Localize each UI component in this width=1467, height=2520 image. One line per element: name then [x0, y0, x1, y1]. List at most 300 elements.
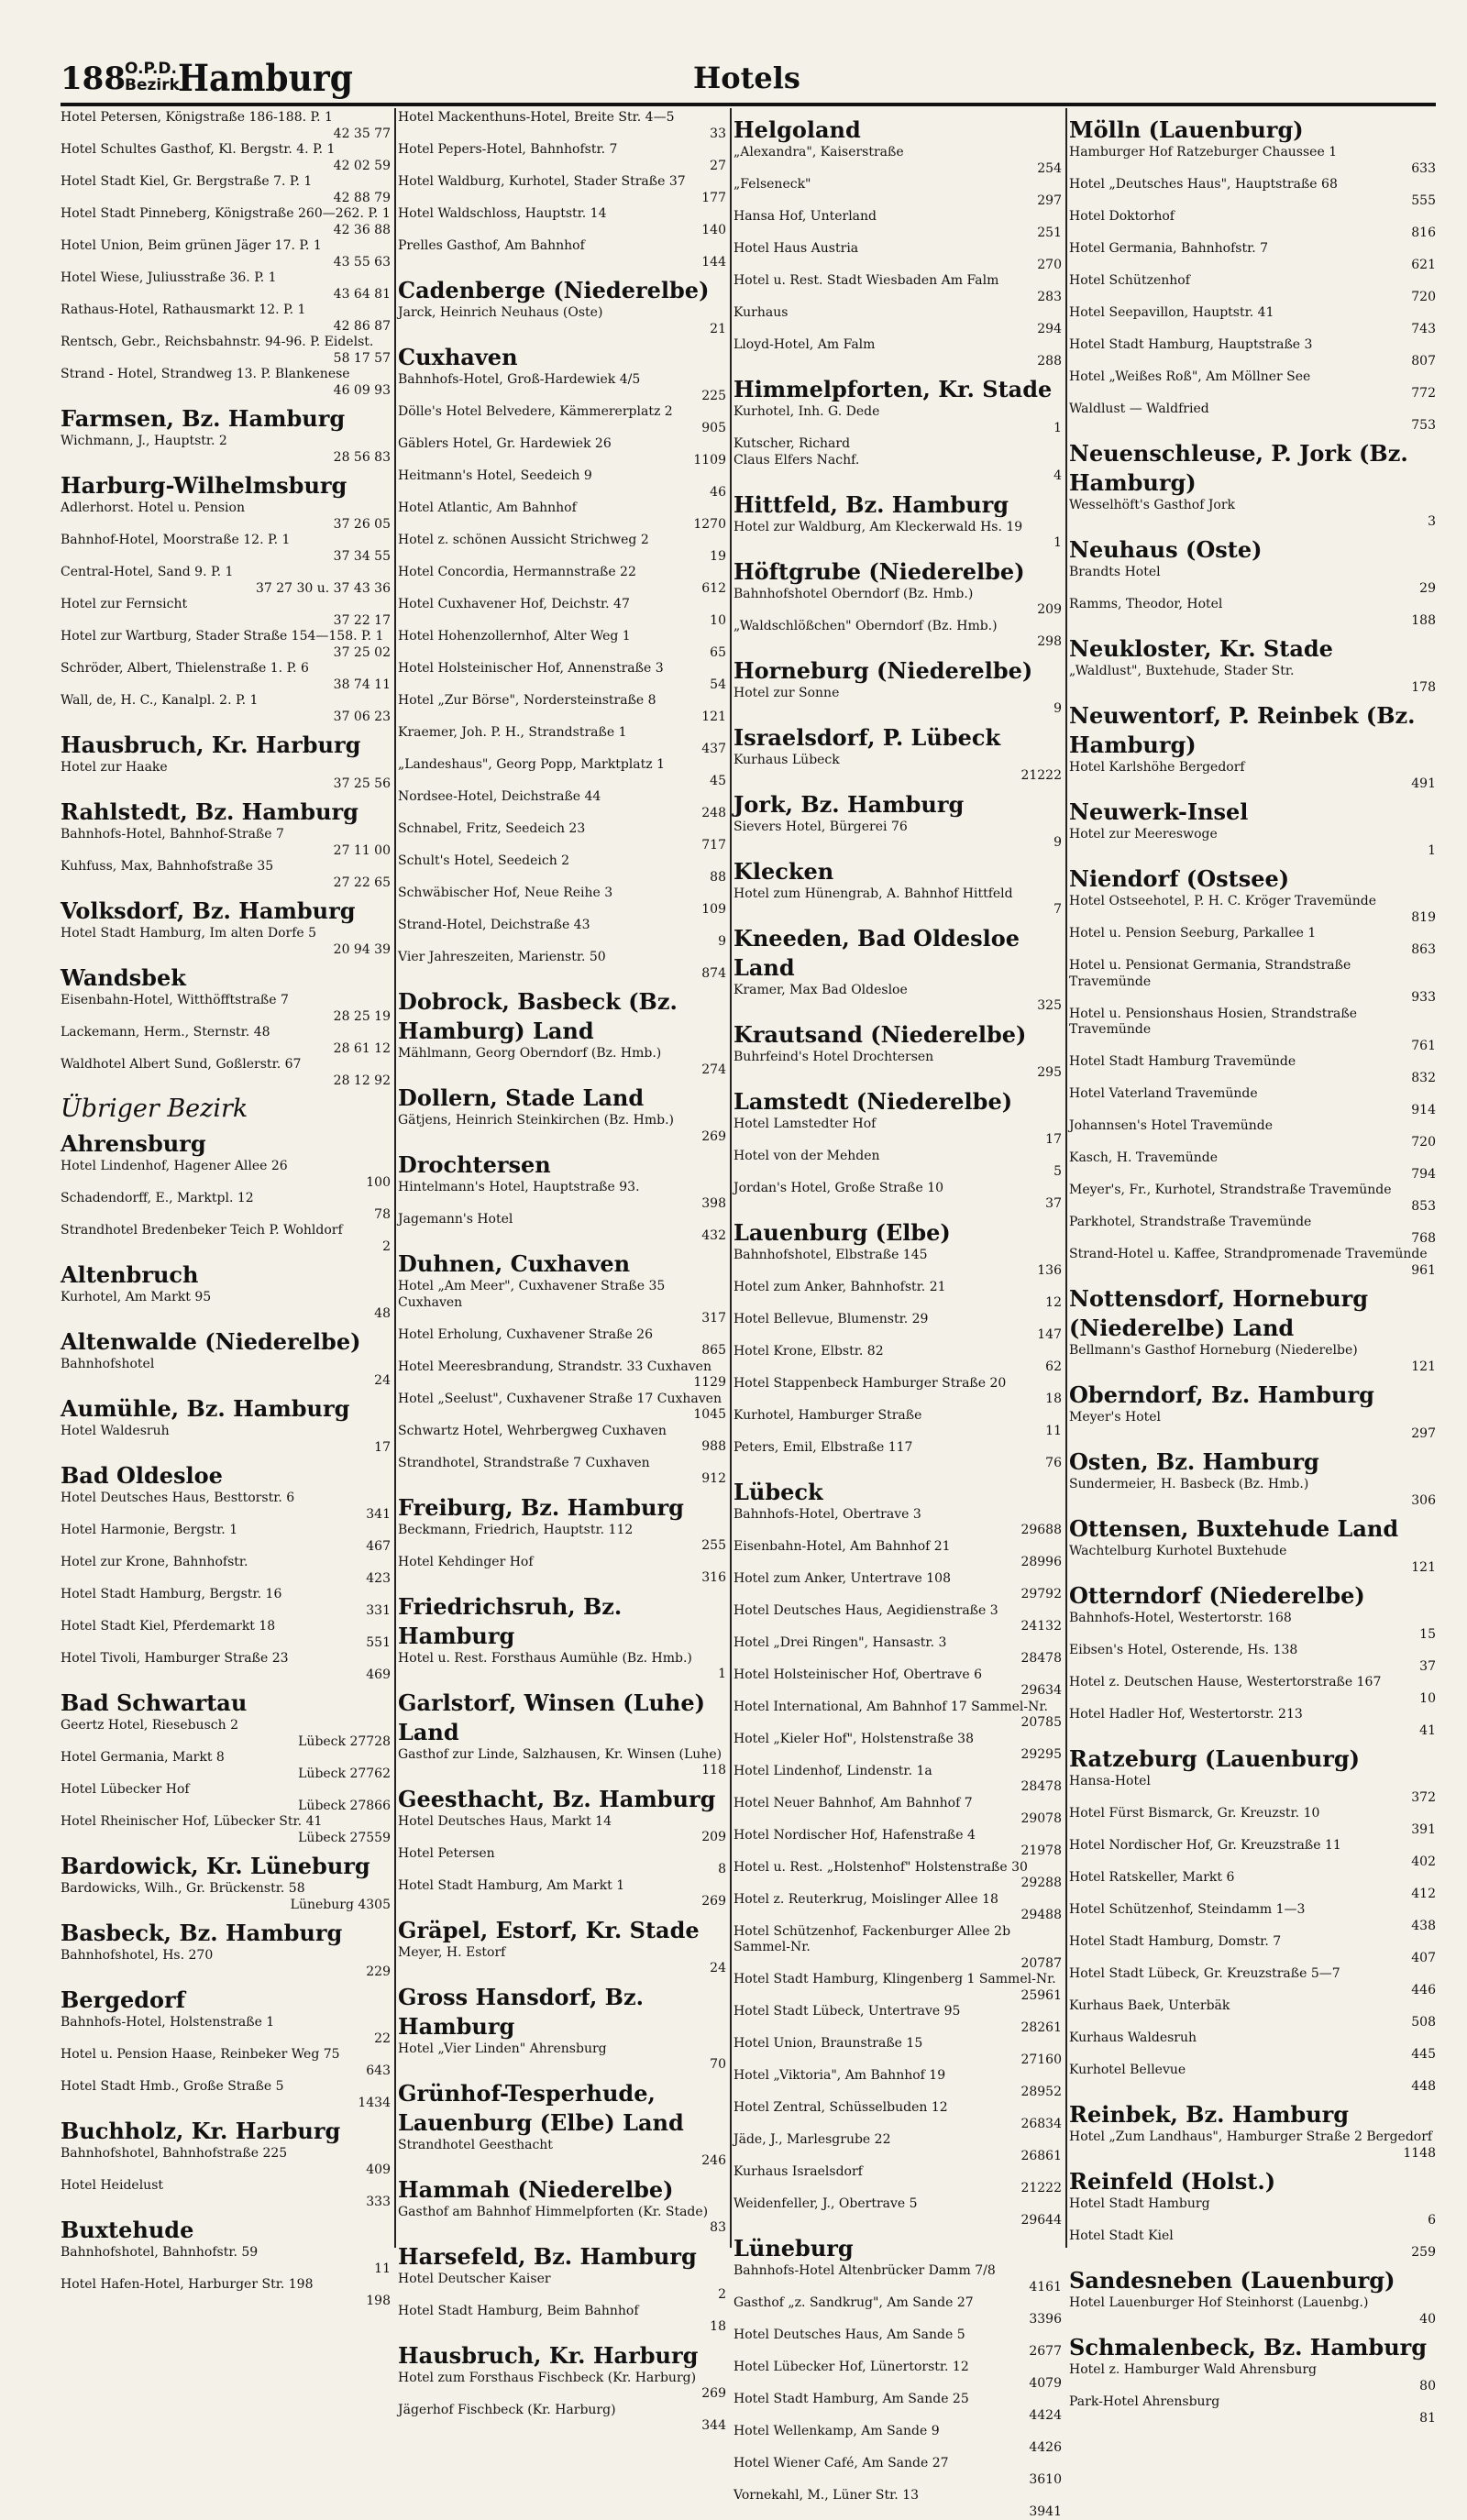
- phone-number: 29634: [734, 1683, 1062, 1700]
- hotel-name: Schröder, Albert, Thielenstraße 1. P. 6: [61, 661, 391, 677]
- hotel-entry: [1069, 145, 1436, 177]
- hotel-name: Bahnhofs-Hotel, Holstenstraße 1: [61, 2015, 391, 2031]
- hotel-name: Kasch, H. Travemünde: [1069, 1150, 1436, 1167]
- place-block: [734, 1218, 1062, 1472]
- hotel-name: Gätjens, Heinrich Steinkirchen (Bz. Hmb.): [398, 1113, 726, 1129]
- hotel-name: Bahnhofs-Hotel, Westertorstr. 168: [1069, 1611, 1436, 1627]
- hotel-name: Schult's Hotel, Seedeich 2: [398, 853, 726, 870]
- place-heading: Lamstedt (Niederelbe): [734, 1087, 1062, 1117]
- section-title: Hotels: [693, 61, 800, 95]
- phone-number: 7: [734, 902, 1062, 919]
- hotel-name: Hotel u. Pension Seeburg, Parkallee 1: [1069, 926, 1436, 942]
- hotel-name: Waldhotel Albert Sund, Goßlerstr. 67: [61, 1057, 391, 1073]
- hotel-entry: [734, 436, 1062, 453]
- district-label: [125, 61, 180, 94]
- place-heading: Hammah (Niederelbe): [398, 2175, 726, 2205]
- phone-number: 29: [1069, 581, 1436, 598]
- phone-number: 372: [1069, 1790, 1436, 1807]
- phone-number: 254: [734, 161, 1062, 178]
- hotel-entry: [1069, 2129, 1436, 2162]
- phone-number: 11: [734, 1424, 1062, 1440]
- hotel-entry: [734, 1667, 1062, 1700]
- phone-number: 863: [1069, 942, 1436, 959]
- hotel-name: Johannsen's Hotel Travemünde: [1069, 1118, 1436, 1135]
- hotel-name: Gäblers Hotel, Gr. Hardewiek 26: [398, 436, 726, 453]
- hotel-name: Strand-Hotel, Deichstraße 43: [398, 918, 726, 934]
- phone-number: 12: [734, 1295, 1062, 1312]
- hotel-entry: [1069, 2394, 1436, 2426]
- place-block: [61, 1919, 391, 1980]
- hotel-entry: [398, 1846, 726, 1878]
- hotel-name: Hotel Stadt Hamburg: [1069, 2196, 1436, 2213]
- phone-number: 1045: [398, 1407, 726, 1424]
- hotel-name: Hotel zum Anker, Untertrave 108: [734, 1571, 1062, 1588]
- hotel-entry: [1069, 1054, 1436, 1086]
- hotel-entry: [734, 1440, 1062, 1472]
- phone-number: 40: [1069, 2312, 1436, 2328]
- hotel-name: Hotel zur Waldburg, Am Kleckerwald Hs. 19: [734, 520, 1062, 536]
- phone-number: 37 25 02: [61, 645, 391, 662]
- hotel-entry: [734, 1972, 1062, 2004]
- hotel-entry: [1069, 1966, 1436, 1998]
- hotel-name: Hotel Holsteinischer Hof, Annenstraße 3: [398, 661, 726, 677]
- hotel-name: Gasthof am Bahnhof Himmelpforten (Kr. Stade): [398, 2205, 726, 2221]
- place-heading: Drochtersen: [398, 1150, 726, 1180]
- hotel-entry: [61, 2146, 391, 2178]
- hotel-name: Hotel Stadt Hmb., Große Straße 5: [61, 2079, 391, 2096]
- hotel-entry: [1069, 1007, 1436, 1055]
- hotel-name: Sundermeier, H. Basbeck (Bz. Hmb.): [1069, 1477, 1436, 1493]
- hotel-entry: [61, 174, 391, 206]
- phone-number: 717: [398, 838, 726, 854]
- phone-number: 27160: [734, 2052, 1062, 2069]
- place-heading: Wandsbek: [61, 963, 391, 993]
- place-heading: Bad Oldesloe: [61, 1461, 391, 1491]
- phone-number: 28 56 83: [61, 450, 391, 467]
- phone-number: 612: [398, 581, 726, 598]
- phone-number: 81: [1069, 2411, 1436, 2427]
- hotel-entry: [734, 753, 1062, 785]
- place-heading: Aumühle, Bz. Hamburg: [61, 1394, 391, 1424]
- hotel-name: Hotel Cuxhavener Hof, Deichstr. 47: [398, 597, 726, 613]
- hotel-entry: [398, 110, 726, 142]
- hotel-entry: [398, 501, 726, 533]
- hotel-entry: [1069, 1215, 1436, 1247]
- hotel-name: Gasthof „z. Sandkrug", Am Sande 27: [734, 2295, 1062, 2312]
- place-heading: Ottensen, Buxtehude Land: [1069, 1514, 1436, 1544]
- phone-number: 988: [398, 1439, 726, 1456]
- hotel-name: Hotel Tivoli, Hamburger Straße 23: [61, 1651, 391, 1667]
- place-heading: Rahlstedt, Bz. Hamburg: [61, 798, 391, 827]
- phone-number: 21222: [734, 768, 1062, 785]
- hotel-entry: [61, 110, 391, 142]
- hotel-name: Wachtelburg Kurhotel Buxtehude: [1069, 1544, 1436, 1560]
- phone-number: 294: [734, 322, 1062, 338]
- phone-number: 28 61 12: [61, 1041, 391, 1058]
- place-block: [398, 1983, 726, 2074]
- phone-number: 45: [398, 774, 726, 790]
- phone-number: 24132: [734, 1619, 1062, 1635]
- hotel-name: Weidenfeller, J., Obertrave 5: [734, 2196, 1062, 2213]
- place-block: [398, 2341, 726, 2435]
- place-heading: Volksdorf, Bz. Hamburg: [61, 897, 391, 926]
- hotel-entry: [61, 1814, 391, 1846]
- place-block: [61, 1095, 391, 1124]
- phone-number: 10: [1069, 1691, 1436, 1708]
- hotel-entry: [1069, 827, 1436, 859]
- place-heading: Otterndorf (Niederelbe): [1069, 1581, 1436, 1611]
- hotel-name: Kurhaus Waldesruh: [1069, 2030, 1436, 2047]
- hotel-entry: [734, 2263, 1062, 2295]
- hotel-name: Hotel Waldesruh: [61, 1424, 391, 1440]
- phone-number: 188: [1069, 613, 1436, 630]
- opd-label: O.P.D.: [125, 60, 177, 78]
- phone-number: 3941: [734, 2504, 1062, 2520]
- phone-number: 832: [1069, 1071, 1436, 1087]
- place-block: [1069, 116, 1436, 434]
- phone-number: 398: [398, 1196, 726, 1213]
- hotel-entry: [734, 1280, 1062, 1312]
- hotel-name: „Waldlust", Buxtehude, Stader Str.: [1069, 664, 1436, 680]
- phone-number: 1: [734, 535, 1062, 552]
- place-block: [398, 1249, 726, 1488]
- phone-number: 43 64 81: [61, 287, 391, 303]
- place-heading: Oberndorf, Bz. Hamburg: [1069, 1381, 1436, 1410]
- phone-number: 29488: [734, 1908, 1062, 1924]
- phone-number: 37: [734, 1196, 1062, 1213]
- hotel-name: Hotel „Zum Landhaus", Hamburger Straße 2 Bergedorf: [1069, 2129, 1436, 2146]
- hotel-name: Kurhaus Lübeck: [734, 753, 1062, 769]
- hotel-name: Hotel z. Hamburger Wald Ahrensburg: [1069, 2362, 1436, 2379]
- hotel-name: Gasthof zur Linde, Salzhausen, Kr. Winsen (Luhe): [398, 1747, 726, 1764]
- hotel-entry: [1069, 369, 1436, 402]
- hotel-entry: [61, 1290, 391, 1322]
- hotel-entry: [1069, 1343, 1436, 1375]
- place-heading: Ahrensburg: [61, 1129, 391, 1159]
- hotel-entry: [734, 1892, 1062, 1924]
- phone-number: 62: [734, 1359, 1062, 1376]
- hotel-entry: [1069, 2295, 1436, 2327]
- phone-number: 295: [734, 1065, 1062, 1082]
- place-heading: Osten, Bz. Hamburg: [1069, 1447, 1436, 1477]
- phone-number: 248: [398, 806, 726, 822]
- hotel-name: Kurhaus: [734, 305, 1062, 322]
- hotel-entry: [61, 926, 391, 958]
- place-heading: Lübeck: [734, 1478, 1062, 1507]
- phone-number: 3: [1069, 514, 1436, 531]
- phone-number: 46: [398, 485, 726, 501]
- hotel-entry: [398, 1747, 726, 1779]
- hotel-entry: [61, 1619, 391, 1651]
- hotel-entry: [61, 2015, 391, 2047]
- hotel-name: Kramer, Max Bad Oldesloe: [734, 983, 1062, 999]
- phone-number: 297: [1069, 1426, 1436, 1443]
- phone-number: 147: [734, 1327, 1062, 1344]
- phone-number: 37 26 05: [61, 517, 391, 534]
- hotel-name: Hotel Deutscher Kaiser: [398, 2272, 726, 2288]
- phone-number: 1: [398, 1667, 726, 1683]
- phone-number: 24: [398, 1961, 726, 1977]
- place-heading: Harsefeld, Bz. Hamburg: [398, 2242, 726, 2272]
- place-heading: Dobrock, Basbeck (Bz. Hamburg) Land: [398, 987, 726, 1046]
- hotel-name: Kutscher, Richard: [734, 436, 1062, 453]
- hotel-entry: [1069, 1477, 1436, 1509]
- hotel-entry: [734, 1603, 1062, 1635]
- place-heading: Buxtehude: [61, 2216, 391, 2245]
- hotel-name: Hotel Schützenhof, Fackenburger Allee 2b Sammel-Nr.: [734, 1924, 1062, 1956]
- phone-number: 28478: [734, 1779, 1062, 1796]
- place-heading: Dollern, Stade Land: [398, 1084, 726, 1113]
- hotel-name: Brandts Hotel: [1069, 565, 1436, 581]
- phone-number: 853: [1069, 1199, 1436, 1216]
- place-heading: Hausbruch, Kr. Harburg: [61, 731, 391, 760]
- phone-number: 555: [1069, 193, 1436, 210]
- phone-number: 9: [734, 701, 1062, 718]
- hotel-name: Hotel Ratskeller, Markt 6: [1069, 1870, 1436, 1887]
- phone-number: 1: [1069, 843, 1436, 860]
- place-heading: Cuxhaven: [398, 343, 726, 372]
- hotel-entry: [398, 142, 726, 174]
- phone-number: 65: [398, 645, 726, 662]
- hotel-name: Meyer's, Fr., Kurhotel, Strandstraße Travemünde: [1069, 1183, 1436, 1199]
- hotel-name: Hotel u. Rest. Forsthaus Aumühle (Bz. Hmb.): [398, 1651, 726, 1667]
- hotel-name: Rathaus-Hotel, Rathausmarkt 12. P. 1: [61, 303, 391, 319]
- phone-number: 21222: [734, 2181, 1062, 2197]
- place-block: [61, 1394, 391, 1456]
- page-header: [61, 57, 1436, 103]
- hotel-name: Hotel z. Deutschen Hause, Westertorstraße 167: [1069, 1675, 1436, 1691]
- hotel-entry: [61, 693, 391, 725]
- hotel-name: Jordan's Hotel, Große Straße 10: [734, 1181, 1062, 1197]
- phone-number: 83: [398, 2220, 726, 2237]
- hotel-entry: [734, 1828, 1062, 1860]
- phone-number: 341: [61, 1507, 391, 1524]
- place-block: [734, 924, 1062, 1015]
- place-heading: Neuenschleuse, P. Jork (Bz. Hamburg): [1069, 439, 1436, 498]
- hotel-name: Hotel Zentral, Schüsselbuden 12: [734, 2100, 1062, 2117]
- phone-number: 269: [398, 1129, 726, 1146]
- phone-number: 720: [1069, 1135, 1436, 1151]
- hotel-entry: [1069, 1838, 1436, 1870]
- phone-number: 121: [1069, 1359, 1436, 1376]
- phone-number: 2: [61, 1239, 391, 1256]
- hotel-entry: [734, 209, 1062, 241]
- phone-number: 17: [734, 1132, 1062, 1149]
- hotel-name: Hotel Stadt Hamburg, Domstr. 7: [1069, 1934, 1436, 1951]
- place-block: [1069, 798, 1436, 859]
- hotel-name: Hotel Hafen-Hotel, Harburger Str. 198: [61, 2277, 391, 2294]
- hotel-name: Hotel Deutsches Haus, Am Sande 5: [734, 2327, 1062, 2344]
- place-block: [734, 857, 1062, 919]
- hotel-entry: [398, 468, 726, 501]
- hotel-entry: [61, 1523, 391, 1555]
- hotel-name: Hotel Petersen: [398, 1846, 726, 1863]
- hotel-entry: [398, 918, 726, 950]
- place-block: [398, 1150, 726, 1244]
- place-block: [398, 1592, 726, 1683]
- hotel-entry: [398, 1180, 726, 1212]
- phone-number: 772: [1069, 386, 1436, 402]
- phone-number: 407: [1069, 1951, 1436, 1967]
- hotel-name: Hotel „Drei Ringen", Hansastr. 3: [734, 1635, 1062, 1652]
- hotel-entry: [734, 2068, 1062, 2100]
- place-heading: Hittfeld, Bz. Hamburg: [734, 490, 1062, 520]
- hotel-name: Wichmann, J., Hauptstr. 2: [61, 434, 391, 450]
- listing-column-4: [1069, 110, 1436, 2246]
- place-heading: Niendorf (Ostsee): [1069, 864, 1436, 894]
- hotel-entry: [734, 1539, 1062, 1571]
- hotel-name: Waldlust — Waldfried: [1069, 402, 1436, 418]
- hotel-entry: [398, 1279, 726, 1327]
- phone-number: 20785: [734, 1715, 1062, 1732]
- place-block: [734, 2234, 1062, 2520]
- hotel-entry: [398, 725, 726, 757]
- place-block: [1069, 1514, 1436, 1576]
- phone-number: 412: [1069, 1887, 1436, 1903]
- hotel-entry: [1069, 1086, 1436, 1118]
- hotel-name: Strandhotel Geesthacht: [398, 2138, 726, 2154]
- hotel-name: Hotel „Vier Linden" Ahrensburg: [398, 2041, 726, 2058]
- phone-number: 2: [398, 2287, 726, 2304]
- place-heading: Farmsen, Bz. Hamburg: [61, 404, 391, 434]
- hotel-entry: [398, 693, 726, 725]
- listing-column-1: [61, 110, 391, 2246]
- phone-number: 70: [398, 2057, 726, 2074]
- phone-number: 6: [1069, 2213, 1436, 2229]
- place-block: [61, 2117, 391, 2210]
- place-block: [1069, 864, 1436, 1279]
- hotel-entry: [1069, 565, 1436, 597]
- hotel-name: Bahnhofs-Hotel Altenbrücker Damm 7/8: [734, 2263, 1062, 2280]
- place-block: [398, 1689, 726, 1779]
- phone-number: 391: [1069, 1822, 1436, 1839]
- hotel-name: Hotel Stadt Hamburg Travemünde: [1069, 1054, 1436, 1071]
- hotel-entry: [398, 436, 726, 468]
- hotel-entry: [398, 1212, 726, 1244]
- hotel-entry: [398, 1945, 726, 1977]
- hotel-entry: [734, 305, 1062, 337]
- hotel-entry: [61, 661, 391, 693]
- place-block: [61, 1852, 391, 1913]
- phone-number: 24: [61, 1373, 391, 1390]
- phone-number: 4161: [734, 2280, 1062, 2296]
- hotel-name: Rentsch, Gebr., Reichsbahnstr. 94-96. P. Eidelst.: [61, 335, 391, 351]
- place-heading: Freiburg, Bz. Hamburg: [398, 1493, 726, 1523]
- phone-number: 467: [61, 1539, 391, 1556]
- hotel-name: Hotel Schultes Gasthof, Kl. Bergstr. 4. P. 1: [61, 142, 391, 159]
- phone-number: 865: [398, 1343, 726, 1359]
- hotel-entry: [61, 1491, 391, 1523]
- phone-number: 283: [734, 290, 1062, 306]
- hotel-name: Hotel Lübecker Hof, Lünertorstr. 12: [734, 2360, 1062, 2376]
- hotel-entry: [398, 629, 726, 661]
- hotel-entry: [1069, 1870, 1436, 1902]
- place-heading: Himmelpforten, Kr. Stade: [734, 375, 1062, 404]
- phone-number: 551: [61, 1635, 391, 1652]
- phone-number: 38 74 11: [61, 677, 391, 694]
- phone-number: 270: [734, 258, 1062, 274]
- hotel-name: Schwartz Hotel, Wehrbergweg Cuxhaven: [398, 1424, 726, 1440]
- place-block: [61, 798, 391, 891]
- hotel-entry: [398, 1327, 726, 1359]
- hotel-entry: [734, 886, 1062, 919]
- hotel-entry: [61, 206, 391, 238]
- phone-number: 807: [1069, 354, 1436, 370]
- place-block: [398, 2175, 726, 2237]
- hotel-entry: [734, 587, 1062, 619]
- hotel-name: Ramms, Theodor, Hotel: [1069, 597, 1436, 613]
- hotel-name: Hotel Meeresbrandung, Strandstr. 33 Cuxhaven: [398, 1359, 726, 1376]
- place-heading: Neuwerk-Insel: [1069, 798, 1436, 827]
- phone-number: 41: [1069, 1723, 1436, 1740]
- hotel-entry: [398, 2403, 726, 2435]
- phone-number: 297: [734, 193, 1062, 210]
- place-block: [398, 276, 726, 337]
- phone-number: 118: [398, 1763, 726, 1779]
- place-block: [734, 790, 1062, 852]
- place-block: [1069, 2100, 1436, 2162]
- hotel-entry: [398, 1651, 726, 1683]
- header-rule: [61, 103, 1436, 106]
- page-number: 188: [61, 61, 126, 97]
- hotel-entry: [398, 2138, 726, 2170]
- hotel-entry: [1069, 1806, 1436, 1838]
- hotel-name: Bahnhofs-Hotel, Obertrave 3: [734, 1507, 1062, 1524]
- phone-number: Lüneburg 4305: [61, 1898, 391, 1914]
- hotel-name: Eibsen's Hotel, Osterende, Hs. 138: [1069, 1643, 1436, 1659]
- hotel-entry: [61, 2245, 391, 2277]
- hotel-entry: [398, 821, 726, 853]
- hotel-name: Hotel Deutsches Haus, Aegidienstraße 3: [734, 1603, 1062, 1620]
- place-heading: Kneeden, Bad Oldesloe Land: [734, 924, 1062, 983]
- hotel-entry: [1069, 209, 1436, 241]
- phone-number: 306: [1069, 1493, 1436, 1510]
- hotel-name: Hotel u. Pensionat Germania, Strandstraße Travemünde: [1069, 958, 1436, 990]
- phone-number: 761: [1069, 1039, 1436, 1055]
- place-heading: Israelsdorf, P. Lübeck: [734, 723, 1062, 753]
- phone-number: 229: [61, 1964, 391, 1981]
- hotel-entry: [398, 1392, 726, 1424]
- hotel-name: Buhrfeind's Hotel Drochtersen: [734, 1050, 1062, 1066]
- place-heading: Lüneburg: [734, 2234, 1062, 2263]
- phone-number: 29688: [734, 1523, 1062, 1539]
- hotel-entry: [398, 238, 726, 270]
- hotel-entry: [734, 1635, 1062, 1667]
- phone-number: 29288: [734, 1876, 1062, 1892]
- phone-number: 37 27 30 u. 37 43 36: [61, 581, 391, 598]
- phone-number: 20787: [734, 1956, 1062, 1973]
- phone-number: 1129: [398, 1375, 726, 1392]
- phone-number: 3396: [734, 2312, 1062, 2328]
- hotel-entry: [61, 1025, 391, 1057]
- hotel-entry: [61, 1782, 391, 1814]
- hotel-entry: [1069, 2063, 1436, 2095]
- hotel-name: Schnabel, Fritz, Seedeich 23: [398, 821, 726, 838]
- place-block: [1069, 1744, 1436, 2095]
- hotel-entry: [734, 2036, 1062, 2068]
- hotel-entry: [1069, 2030, 1436, 2063]
- hotel-entry: [1069, 273, 1436, 305]
- phone-number: 643: [61, 2063, 391, 2080]
- hotel-name: Hotel Deutsches Haus, Markt 14: [398, 1814, 726, 1831]
- hotel-entry: [734, 1149, 1062, 1181]
- hotel-entry: [61, 1424, 391, 1456]
- hotel-entry: [61, 238, 391, 270]
- hotel-entry: [398, 2041, 726, 2074]
- hotel-entry: [398, 1424, 726, 1456]
- hotel-name: Hotel „Kieler Hof", Holstenstraße 38: [734, 1732, 1062, 1748]
- phone-number: 144: [398, 255, 726, 271]
